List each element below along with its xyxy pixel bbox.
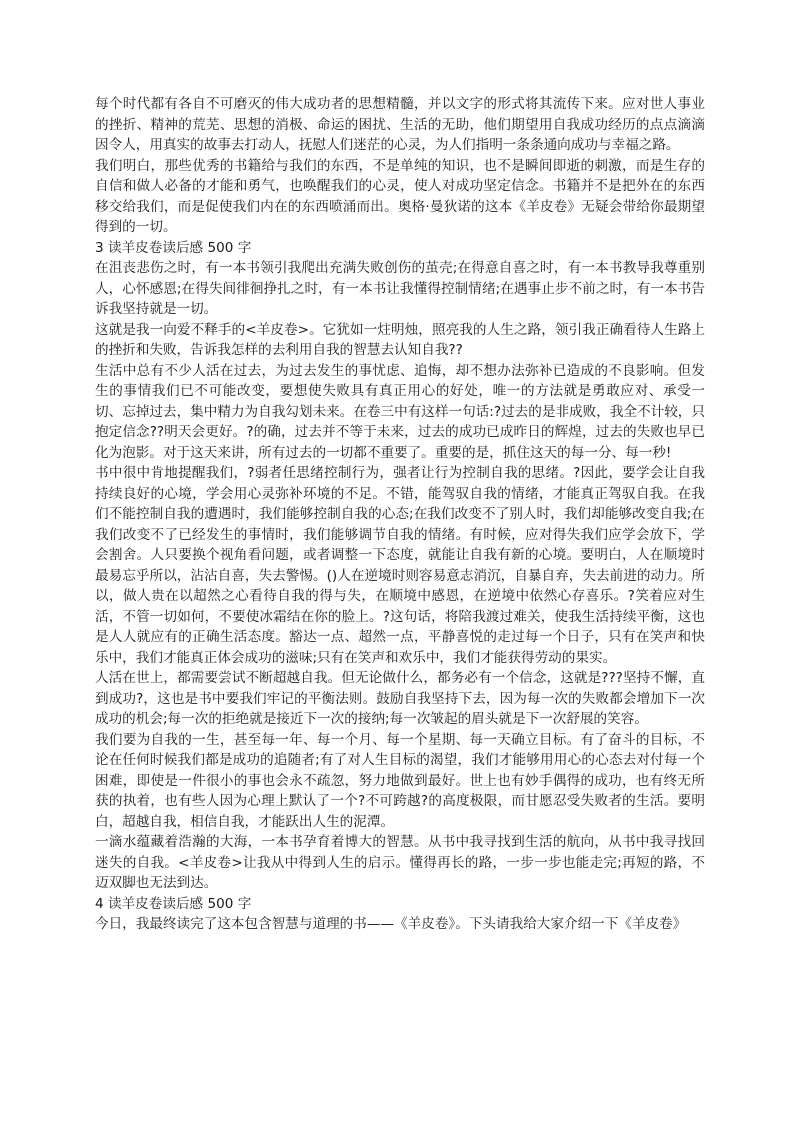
section-heading-3: 3 读羊皮卷读后感 500 字: [95, 239, 252, 256]
paragraph-book-guides: 在沮丧悲伤之时，有一本书领引我爬出充满失败创伤的茧壳;在得意自喜之时，有一本书教导我尊重别人，心怀感恩;在得失间徘徊挣扎之时，有一本书让我懂得控制情绪;在遇事止步不前之时，有一本书告诉我坚持就是一切。: [95, 260, 705, 317]
paragraph-books-value: 我们明白，那些优秀的书籍给与我们的东西，不是单纯的知识，也不是瞬间即逝的刺激，而是生存的自信和做人必备的才能和勇气，也唤醒我们的心灵，使人对成功坚定信念。书籍并不是把外在的东西移交给我们，而是促使我们内在的东西喷涌而出。奥格·曼狄诺的这本《羊皮卷》无疑会带给你最期望得到的一切。: [95, 157, 705, 235]
paragraph-past: 生活中总有不少人活在过去，为过去发生的事忧虑、追悔，却不想办法弥补已造成的不良影响。但发生的事情我们已不可能改变，要想使失败具有真正用心的好处，唯一的方法就是勇敢应对、承受一切、忘掉过去，集中精力为自我勾划未来。在卷三中有这样一句话:?过去的是非成败，我全不计较，只抱定信念??明天会更好。?的确，过去并不等于未来，过去的成功已成昨日的辉煌，过去的失败也早已化为泡影。对于这天来讲，所有过去的一切都不重要了。重要的是，抓住这天的每一分、每一秒!: [95, 362, 705, 461]
paragraph-wisdom: 一滴水蕴藏着浩瀚的大海，一本书孕育着博大的智慧。从书中我寻找到生活的航向，从书中我寻找回迷失的自我。<羊皮卷>让我从中得到人生的启示。懂得再长的路，一步一步也能走完;再短的路，不迈双脚也无法到达。: [95, 834, 705, 891]
paragraph-goals: 我们要为自我的一生，甚至每一年、每一个月、每一个星期、每一天确立目标。有了奋斗的目标，不论在任何时候我们都是成功的追随者;有了对人生目标的渴望，我们才能够用用心的心态去对付每一个困难，即使是一件很小的事也会永不疏忽，努力地做到最好。世上也有妙手偶得的成功，也有终无所获的执着，也有些人因为心理上默认了一个?不可跨越?的高度极限，而甘愿忍受失败者的生活。要明白，超越自我，相信自我，才能跃出人生的泥潭。: [95, 731, 705, 830]
paragraph-emotions: 书中很中肯地提醒我们，?弱者任思绪控制行为，强者让行为控制自我的思绪。?因此，要学会让自我持续良好的心境，学会用心灵弥补环境的不足。不错，能驾驭自我的情绪，才能真正驾驭自我。在我们不能控制自我的遭遇时，我们能够控制自我的心态;在我们改变不了别人时，我们却能够改变自我;在我们改变不了已经发生的事情时，我们能够调节自我的情绪。有时候，应对得失我们应学会放下，学会割舍。人只要换个视角看问题，或者调整一下态度，就能让自我有新的心境。要明白，人在顺境时最易忘乎所以，沾沾自喜，失去警惕。()人在逆境时则容易意志消沉，自暴自弃，失去前进的动力。所以，做人贵在以超然之心看待自我的得与失，在顺境中感恩，在逆境中依然心存喜乐。?笑着应对生活，不管一切如何，不要使冰霜结在你的脸上。?这句话，将陪我渡过难关，使我生活持续平衡，这也是人人就应有的正确生活态度。豁达一点、超然一点，平静喜悦的走过每一个日子，只有在笑声和快乐中，我们才能真正体会成功的滋味;只有在笑声和欢乐中，我们才能获得劳动的果实。: [95, 465, 705, 666]
paragraph-persistence: 人活在世上，都需要尝试不断超越自我。但无论做什么，都务必有一个信念，这就是???坚持不懈，直到成功?，这也是书中要我们牢记的平衡法则。鼓励自我坚持下去，因为每一次的失败都会增加下一次成功的机会;每一次的拒绝就是接近下一次的接纳;每一次皱起的眉头就是下一次舒展的笑容。: [95, 670, 705, 727]
section-heading-4: 4 读羊皮卷读后感 500 字: [95, 895, 252, 912]
paragraph-intro: 每个时代都有各自不可磨灭的伟大成功者的思想精髓，并以文字的形式将其流传下来。应对世人事业的挫折、精神的荒芜、思想的消极、命运的困扰、生活的无助，他们期望用自我成功经历的点点滴滴因令人，用真实的故事去打动人，抚慰人们迷茫的心灵，为人们指明一条条通向成功与幸福之路。: [95, 96, 705, 153]
paragraph-finished: 今日，我最终读完了这本包含智慧与道理的书——《羊皮卷》。下头请我给大家介绍一下《羊皮卷》: [95, 916, 687, 932]
paragraph-candle: 这就是我一向爱不释手的<羊皮卷>。它犹如一炷明烛，照亮我的人生之路，领引我正确看待人生路上的挫折和失败，告诉我怎样的去利用自我的智慧去认知自我??: [95, 321, 705, 358]
document-page: [95, 94, 705, 935]
